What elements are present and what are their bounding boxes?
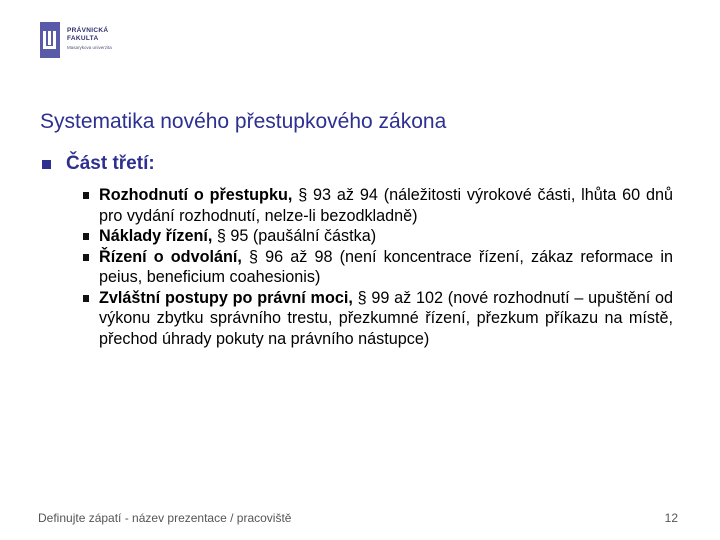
list-item-lead: Zvláštní postupy po právní moci, (99, 288, 353, 307)
list-item-lead: Rozhodnutí o přestupku, (99, 186, 293, 204)
square-bullet-icon (83, 254, 89, 261)
list-item (83, 226, 673, 247)
footer-text: Definujte zápatí - název prezentace / pracoviště (38, 511, 292, 525)
section-heading (40, 152, 155, 176)
list-item-detail: § 93 až 94 (náležitosti výrokové části, lhůta 60 dnů pro vydání rozhodnutí, nelze-li bezodkladně) (99, 186, 673, 225)
faculty-logo-text (67, 27, 112, 52)
list-item (83, 185, 673, 226)
list-item (83, 247, 673, 288)
list-item-detail: § 99 až 102 (nové rozhodnutí – upuštění od výkonu zbytku správního trestu, přezkumné řízení, přezkum příkazu na místě, přechod úhrady pokuty na právního nástupce) (99, 288, 673, 348)
logo-line-2: FAKULTA (67, 35, 99, 42)
list-item-lead: Náklady řízení, (99, 227, 213, 245)
list-item-text (99, 185, 673, 226)
square-bullet-icon (42, 160, 51, 169)
logo-icon (40, 22, 60, 58)
list-item (83, 288, 673, 350)
list-item-lead: Řízení o odvolání, (99, 247, 242, 266)
logo-line-1: PRÁVNICKÁ (67, 27, 109, 34)
square-bullet-icon (83, 192, 89, 199)
slide-title: Systematika nového přestupkového zákona (40, 110, 447, 133)
list-item-detail: § 95 (paušální částka) (212, 227, 377, 245)
list-item-text (99, 288, 673, 350)
logo-line-3: Masarykova univerzita (67, 45, 112, 50)
faculty-logo-mark (40, 22, 60, 58)
list-item-text (99, 226, 673, 247)
list-item-detail: § 96 až 98 (není koncentrace řízení, zákaz reformace in peius, beneficium coahesionis) (99, 247, 673, 286)
square-bullet-icon (83, 233, 89, 240)
list-item-text (99, 247, 673, 288)
square-bullet-icon (83, 295, 89, 302)
section-item-list (83, 185, 673, 349)
page-number: 12 (664, 511, 678, 525)
section-heading-text: Část třetí: (66, 153, 155, 174)
